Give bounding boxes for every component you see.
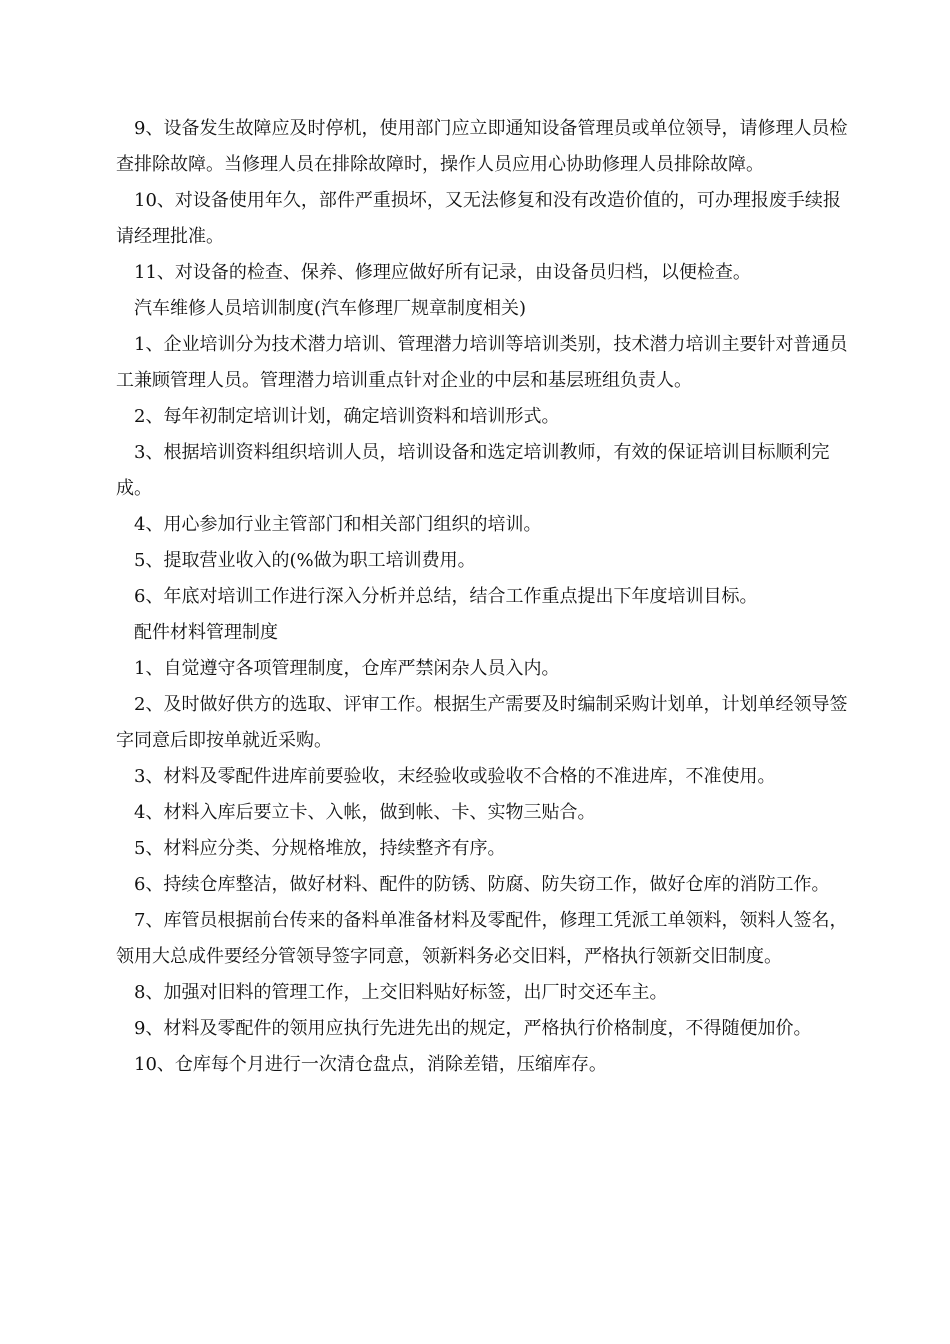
paragraph: 10、对设备使用年久，部件严重损坏，又无法修复和没有改造价值的，可办理报废手续报请经理批准。 — [116, 190, 841, 247]
paragraph: 5、提取营业收入的(%做为职工培训费用。 — [134, 550, 476, 571]
paragraph: 8、加强对旧料的管理工作，上交旧料贴好标签，出厂时交还车主。 — [134, 982, 668, 1003]
paragraph: 4、材料入库后要立卡、入帐，做到帐、卡、实物三贴合。 — [134, 802, 596, 823]
paragraph: 3、根据培训资料组织培训人员，培训设备和选定培训教师，有效的保证培训目标顺利完成。 — [116, 442, 830, 499]
paragraph: 2、及时做好供方的选取、评审工作。根据生产需要及时编制采购计划单，计划单经领导签字同意后即按单就近采购。 — [116, 694, 848, 751]
section-title: 配件材料管理制度 — [134, 622, 278, 643]
paragraph: 6、持续仓库整洁，做好材料、配件的防锈、防腐、防失窃工作，做好仓库的消防工作。 — [134, 874, 830, 895]
document-body — [116, 111, 850, 1083]
paragraph: 10、仓库每个月进行一次清仓盘点，消除差错，压缩库存。 — [134, 1054, 607, 1075]
paragraph: 6、年底对培训工作进行深入分析并总结，结合工作重点提出下年度培训目标。 — [134, 586, 758, 607]
paragraph: 3、材料及零配件进库前要验收，末经验收或验收不合格的不准进库，不准使用。 — [134, 766, 776, 787]
paragraph: 9、设备发生故障应及时停机，使用部门应立即通知设备管理员或单位领导，请修理人员检查排除故障。当修理人员在排除故障时，操作人员应用心协助修理人员排除故障。 — [116, 118, 848, 175]
paragraph: 11、对设备的检查、保养、修理应做好所有记录，由设备员归档，以便检查。 — [134, 262, 751, 283]
paragraph: 7、库管员根据前台传来的备料单准备材料及零配件，修理工凭派工单领料，领料人签名，领用大总成件要经分管领导签字同意，领新料务必交旧料，严格执行领新交旧制度。 — [116, 910, 848, 967]
paragraph: 1、自觉遵守各项管理制度，仓库严禁闲杂人员入内。 — [134, 658, 560, 679]
paragraph: 4、用心参加行业主管部门和相关部门组织的培训。 — [134, 514, 542, 535]
paragraph: 9、材料及零配件的领用应执行先进先出的规定，严格执行价格制度，不得随便加价。 — [134, 1018, 812, 1039]
paragraph: 1、企业培训分为技术潜力培训、管理潜力培训等培训类别，技术潜力培训主要针对普通员工兼顾管理人员。管理潜力培训重点针对企业的中层和基层班组负责人。 — [116, 334, 848, 391]
paragraph: 2、每年初制定培训计划，确定培训资料和培训形式。 — [134, 406, 560, 427]
section-title: 汽车维修人员培训制度(汽车修理厂规章制度相关) — [134, 298, 527, 319]
paragraph: 5、材料应分类、分规格堆放，持续整齐有序。 — [134, 838, 506, 859]
